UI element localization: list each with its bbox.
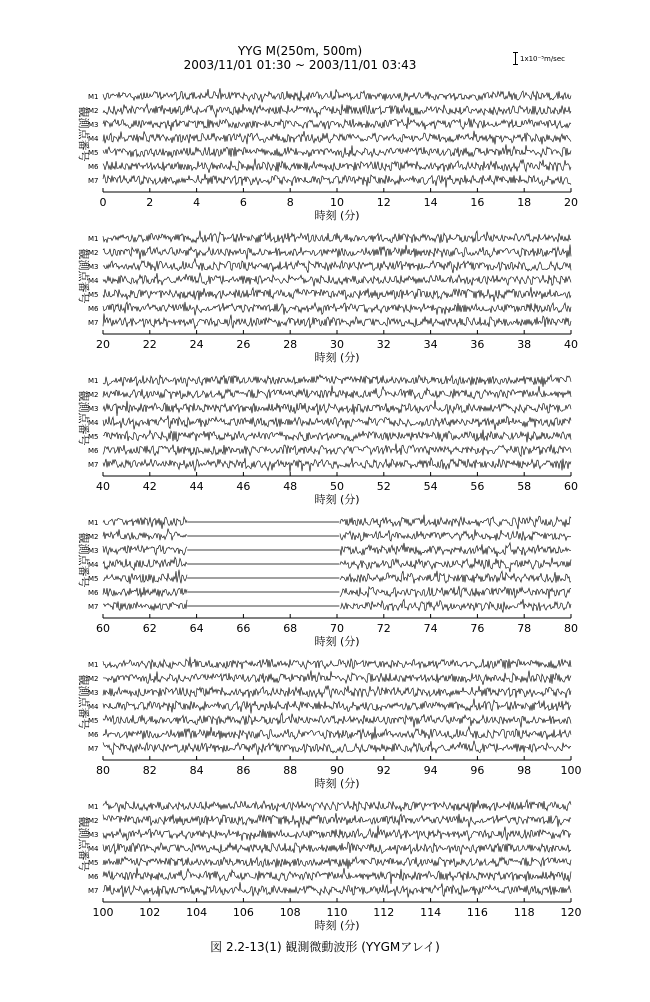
station-label-M2: M2: [88, 249, 99, 257]
waveform-M5: [103, 144, 571, 157]
x-tick-label: 96: [470, 764, 485, 777]
station-label-M1: M1: [88, 235, 99, 243]
x-tick-label: 4: [193, 196, 201, 209]
x-axis-label: 時刻 (分): [314, 919, 360, 932]
station-label-M3: M3: [88, 689, 99, 697]
x-tick-label: 72: [376, 622, 391, 635]
waveform-M5: [103, 287, 571, 302]
station-label-M1: M1: [88, 519, 99, 527]
station-label-M7: M7: [88, 319, 99, 327]
waveform-M1: [103, 375, 571, 387]
station-label-M1: M1: [88, 803, 99, 811]
x-tick-label: 78: [517, 622, 532, 635]
station-label-M3: M3: [88, 121, 99, 129]
waveform-M3: [103, 826, 571, 841]
waveform-M5: [103, 430, 571, 443]
station-label-M6: M6: [88, 305, 99, 313]
x-tick-label: 94: [423, 764, 438, 777]
station-label-M6: M6: [88, 163, 99, 171]
station-label-M2: M2: [88, 533, 99, 541]
x-tick-label: 54: [423, 480, 438, 493]
x-tick-label: 64: [189, 622, 204, 635]
station-label-M6: M6: [88, 731, 99, 739]
x-tick-label: 118: [513, 906, 535, 919]
x-tick-label: 102: [139, 906, 161, 919]
x-tick-label: 30: [330, 338, 344, 351]
waveform-M2: [103, 245, 571, 260]
station-label-M4: M4: [88, 845, 99, 853]
x-tick-label: 92: [376, 764, 391, 777]
waveform-M3: [103, 117, 571, 131]
x-tick-label: 0: [99, 196, 107, 209]
station-label-M4: M4: [88, 703, 99, 711]
waveform-M7: [103, 741, 571, 755]
y-axis-label: 観測点番号: [77, 106, 90, 162]
waveform-M6: [103, 727, 571, 740]
x-tick-label: 98: [517, 764, 532, 777]
x-tick-label: 2: [146, 196, 154, 209]
station-label-M4: M4: [88, 135, 99, 143]
y-axis-label: 観測点番号: [77, 390, 90, 446]
waveform-panel-5: [77, 657, 582, 790]
x-tick-label: 82: [142, 764, 157, 777]
x-axis-label: 時刻 (分): [314, 635, 360, 648]
station-label-M7: M7: [88, 603, 99, 611]
station-label-M4: M4: [88, 561, 99, 569]
waveform-panel-4: [77, 515, 578, 648]
x-axis-label: 時刻 (分): [314, 493, 360, 506]
x-tick-label: 20: [96, 338, 110, 351]
x-tick-label: 60: [564, 480, 578, 493]
x-tick-label: 22: [142, 338, 157, 351]
station-label-M7: M7: [88, 177, 99, 185]
waveform-M5: [103, 857, 571, 869]
x-tick-label: 88: [283, 764, 298, 777]
x-tick-label: 32: [376, 338, 391, 351]
x-tick-label: 12: [376, 196, 391, 209]
x-tick-label: 120: [560, 906, 582, 919]
x-tick-label: 74: [423, 622, 438, 635]
x-axis-label: 時刻 (分): [314, 209, 360, 222]
x-tick-label: 84: [189, 764, 204, 777]
x-tick-label: 24: [189, 338, 204, 351]
waveform-M7: [103, 458, 571, 472]
station-label-M6: M6: [88, 589, 99, 597]
station-label-M4: M4: [88, 277, 99, 285]
waveform-M1: [103, 800, 571, 812]
x-tick-label: 10: [330, 196, 344, 209]
x-tick-label: 36: [470, 338, 485, 351]
station-label-M7: M7: [88, 745, 99, 753]
y-axis-label: 観測点番号: [77, 532, 90, 588]
x-tick-label: 86: [236, 764, 251, 777]
x-tick-label: 14: [423, 196, 438, 209]
waveform-M7: [103, 314, 571, 329]
station-label-M4: M4: [88, 419, 99, 427]
x-tick-label: 80: [96, 764, 110, 777]
waveform-M4: [103, 131, 571, 145]
waveform-M1: [103, 657, 571, 669]
station-label-M5: M5: [88, 575, 99, 583]
station-label-M5: M5: [88, 717, 99, 725]
waveform-M2: [103, 670, 571, 684]
waveform-M2: [103, 104, 571, 118]
station-label-M5: M5: [88, 291, 99, 299]
waveform-M1: [103, 231, 571, 244]
x-tick-label: 62: [142, 622, 157, 635]
waveform-panel-1: [77, 88, 578, 222]
x-tick-label: 90: [330, 764, 344, 777]
station-label-M2: M2: [88, 675, 99, 683]
waveform-M6: [103, 302, 571, 315]
waveform-M5: [103, 713, 571, 727]
station-label-M3: M3: [88, 831, 99, 839]
station-label-M5: M5: [88, 149, 99, 157]
x-tick-label: 34: [423, 338, 438, 351]
waveform-M4: [103, 842, 571, 855]
station-label-M1: M1: [88, 93, 99, 101]
x-tick-label: 26: [236, 338, 251, 351]
x-tick-label: 50: [330, 480, 344, 493]
waveform-M7: [103, 174, 571, 188]
waveform-M3: [103, 259, 571, 274]
x-axis-label: 時刻 (分): [314, 351, 360, 364]
waveform-M7: [103, 882, 571, 897]
station-label-M3: M3: [88, 547, 99, 555]
station-label-M2: M2: [88, 107, 99, 115]
y-axis-label: 観測点番号: [77, 674, 90, 730]
station-label-M1: M1: [88, 377, 99, 385]
x-tick-label: 38: [517, 338, 532, 351]
x-tick-label: 52: [376, 480, 391, 493]
x-tick-label: 110: [326, 906, 348, 919]
waveform-panel-2: [77, 231, 578, 364]
x-tick-label: 40: [96, 480, 110, 493]
x-tick-label: 100: [560, 764, 582, 777]
x-tick-label: 66: [236, 622, 251, 635]
station-label-M6: M6: [88, 873, 99, 881]
station-label-M2: M2: [88, 391, 99, 399]
x-tick-label: 42: [142, 480, 157, 493]
x-tick-label: 106: [232, 906, 254, 919]
waveform-M4: [103, 415, 571, 429]
x-tick-label: 100: [92, 906, 114, 919]
x-tick-label: 68: [283, 622, 298, 635]
x-tick-label: 16: [470, 196, 485, 209]
station-label-M5: M5: [88, 859, 99, 867]
waveform-M6: [103, 159, 571, 173]
x-tick-label: 116: [466, 906, 488, 919]
x-tick-label: 76: [470, 622, 485, 635]
x-tick-label: 48: [283, 480, 298, 493]
x-tick-label: 112: [373, 906, 395, 919]
station-label-M7: M7: [88, 887, 99, 895]
station-label-M6: M6: [88, 447, 99, 455]
y-axis-label: 観測点番号: [77, 816, 90, 872]
waveform-M2: [103, 386, 571, 399]
waveform-M4: [103, 699, 571, 714]
x-tick-label: 60: [96, 622, 110, 635]
x-tick-label: 40: [564, 338, 578, 351]
waveform-M1: [103, 88, 571, 102]
waveform-panel-3: [77, 375, 578, 506]
station-label-M3: M3: [88, 263, 99, 271]
waveform-M3: [103, 685, 571, 698]
x-tick-label: 56: [470, 480, 485, 493]
station-label-M1: M1: [88, 661, 99, 669]
waveform-M6: [103, 868, 571, 884]
station-label-M7: M7: [88, 461, 99, 469]
x-tick-label: 58: [517, 480, 532, 493]
station-label-M2: M2: [88, 817, 99, 825]
x-tick-label: 6: [239, 196, 247, 209]
chart-title-line1: YYG M(250m, 500m): [237, 44, 363, 58]
x-axis-label: 時刻 (分): [314, 777, 360, 790]
x-tick-label: 46: [236, 480, 251, 493]
y-axis-label: 観測点番号: [77, 248, 90, 304]
x-tick-label: 8: [286, 196, 294, 209]
x-tick-label: 80: [564, 622, 578, 635]
x-tick-label: 104: [186, 906, 208, 919]
x-tick-label: 44: [189, 480, 204, 493]
x-tick-label: 20: [564, 196, 578, 209]
waveform-M2: [103, 529, 571, 541]
x-tick-label: 114: [420, 906, 442, 919]
waveform-M4: [103, 557, 571, 572]
waveform-M3: [103, 400, 571, 416]
x-tick-label: 18: [517, 196, 532, 209]
waveform-M6: [103, 444, 571, 457]
station-label-M3: M3: [88, 405, 99, 413]
x-tick-label: 70: [330, 622, 344, 635]
waveform-M2: [103, 813, 571, 828]
x-tick-label: 108: [279, 906, 301, 919]
chart-title-line2: 2003/11/01 01:30 ~ 2003/11/01 03:43: [183, 58, 417, 72]
waveform-panel-6: [77, 800, 582, 932]
station-label-M5: M5: [88, 433, 99, 441]
waveform-M5: [103, 570, 571, 584]
x-tick-label: 28: [283, 338, 298, 351]
amplitude-scale-label: 1x10⁻⁵m/sec: [520, 55, 565, 63]
waveform-M4: [103, 273, 571, 287]
figure-caption: 図 2.2-13(1) 観測微動波形 (YYGMアレイ): [210, 940, 440, 954]
